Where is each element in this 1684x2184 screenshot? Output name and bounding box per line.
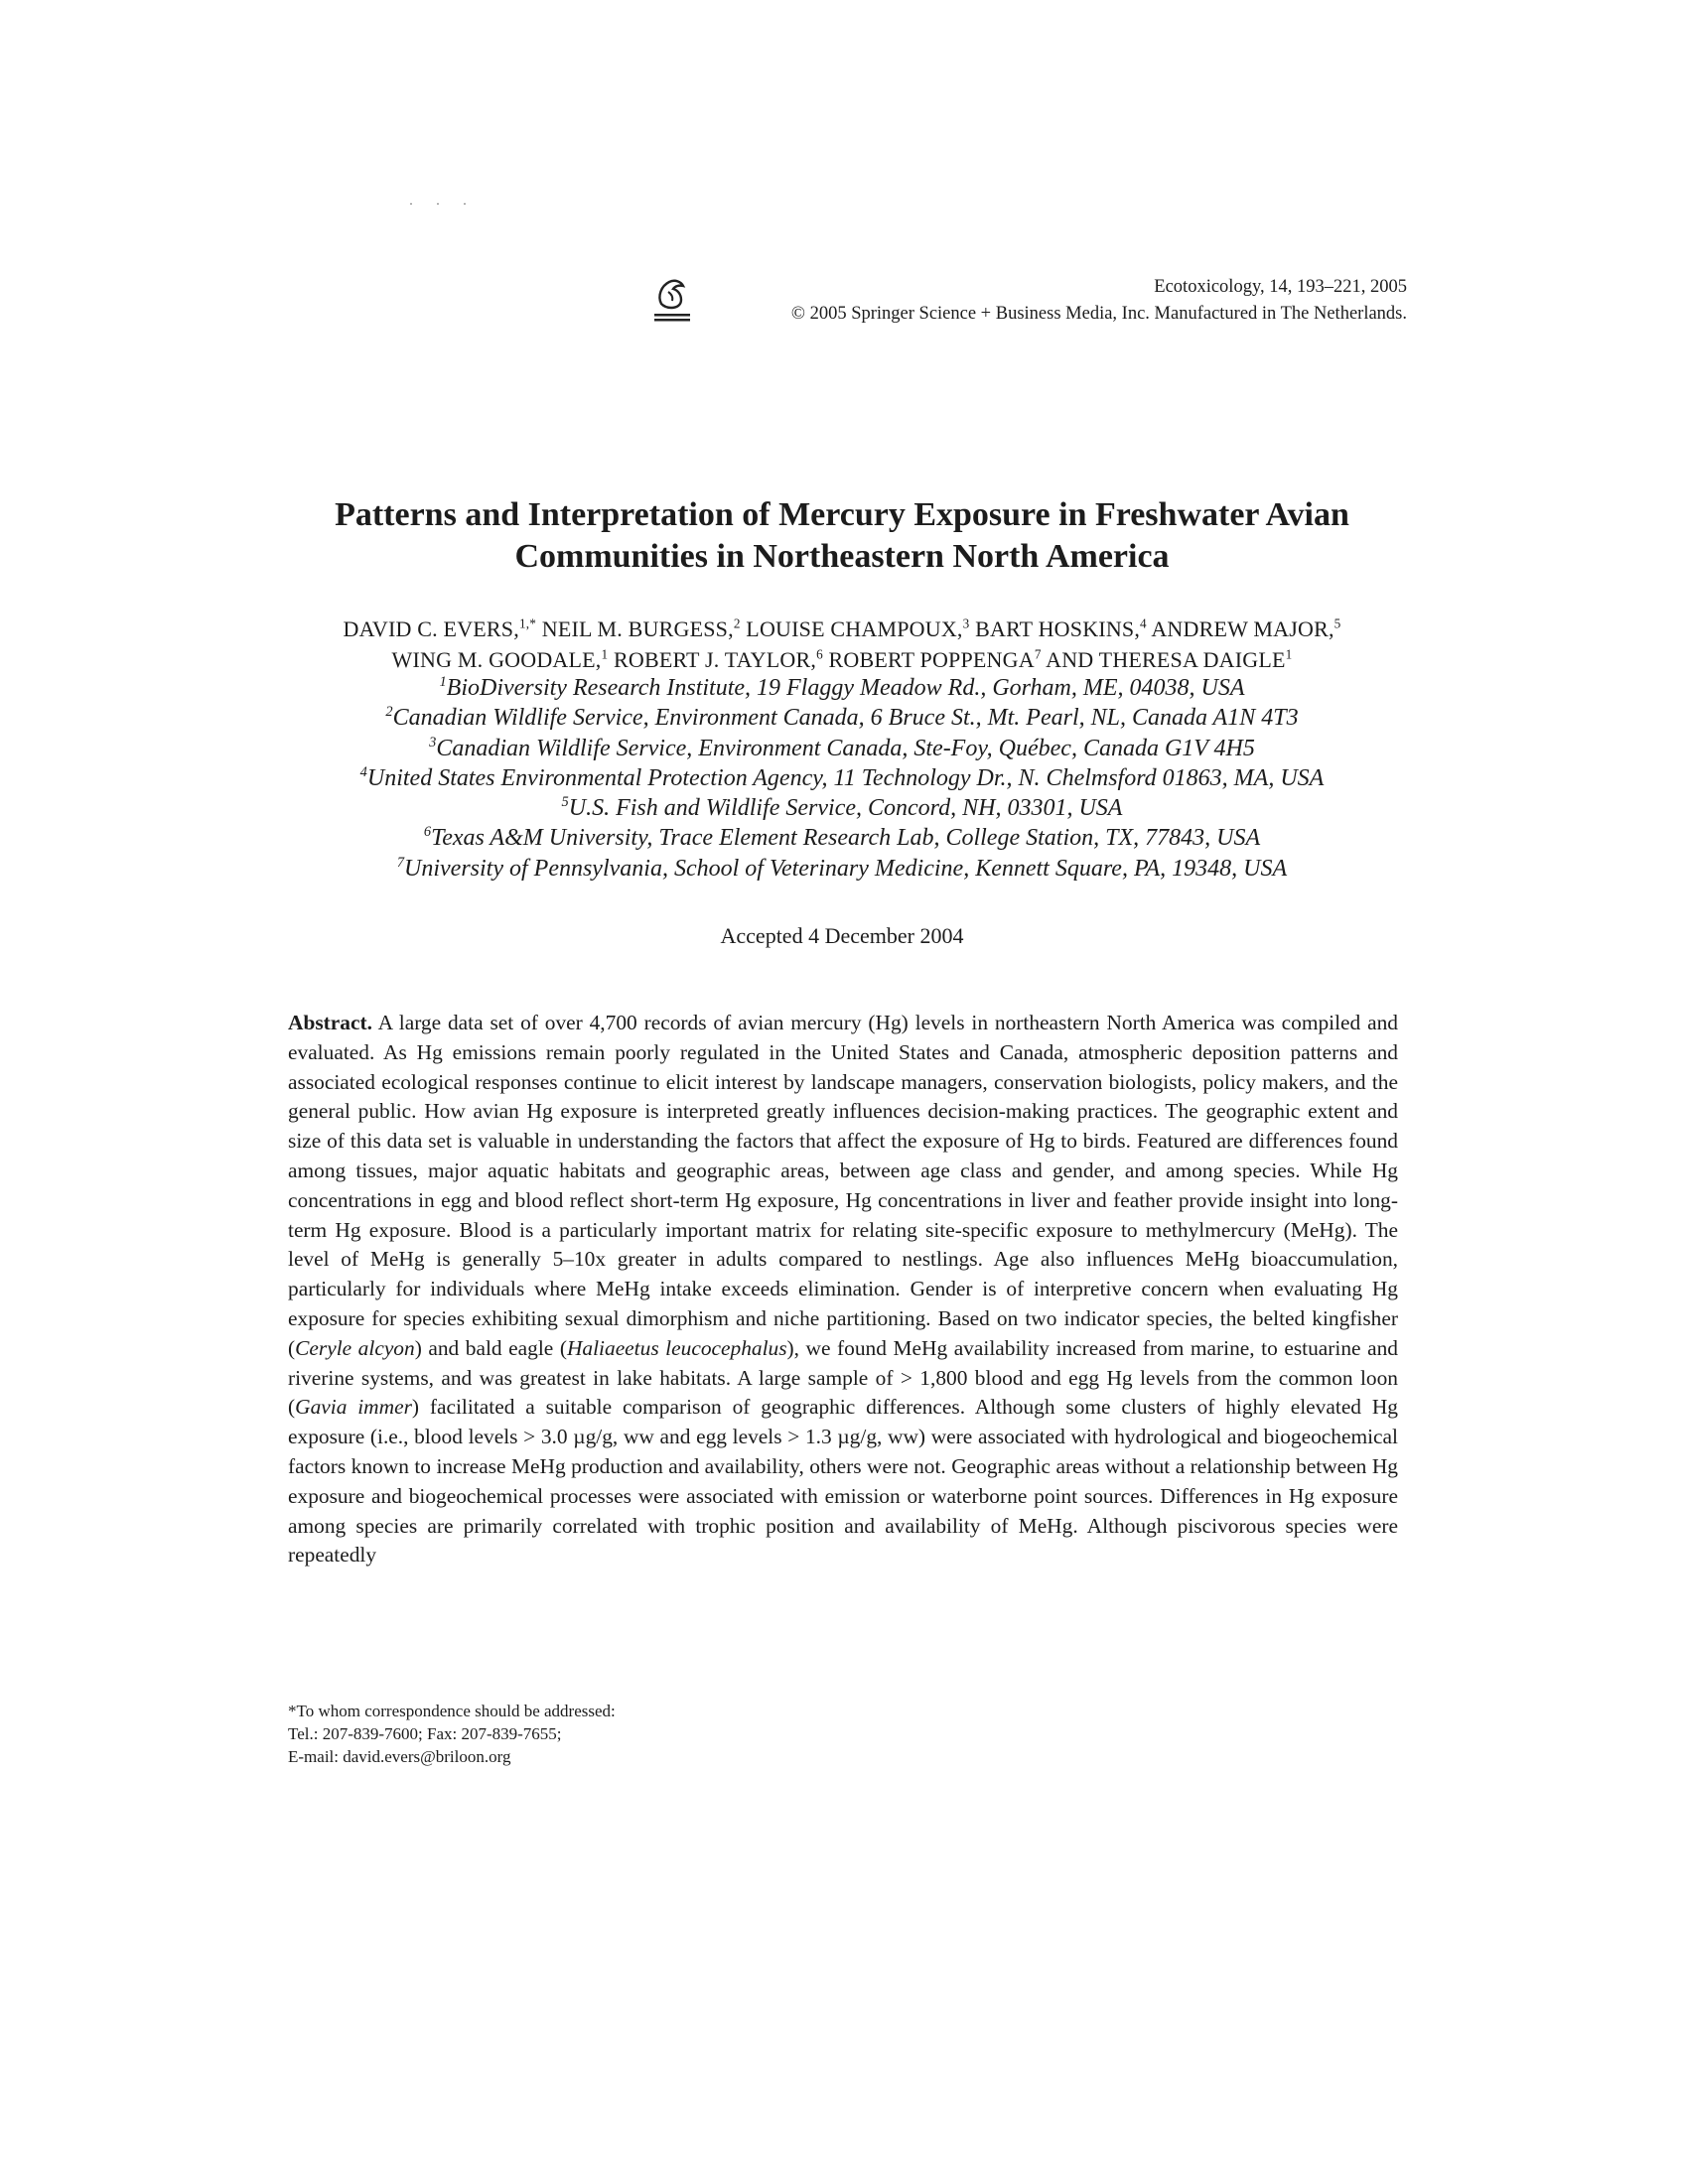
- author-affil-sup: 1: [601, 646, 609, 662]
- affiliation-sup: 5: [561, 794, 569, 811]
- springer-horse-logo-icon: [651, 274, 693, 324]
- scan-speckles: · · ·: [409, 197, 477, 210]
- affiliation-item: [0, 854, 1684, 884]
- title-line-2: Communities in Northeastern North America: [514, 538, 1170, 575]
- affiliation-text: United States Environmental Protection Agency, 11 Technology Dr., N. Chelmsford 01863, MA, USA: [366, 764, 1325, 791]
- affiliation-sup: 7: [396, 854, 405, 871]
- abstract-label: Abstract.: [288, 1011, 372, 1034]
- affiliation-item: [0, 703, 1684, 733]
- author-name: ANDREW MAJOR,: [1146, 616, 1334, 641]
- author-name: LOUISE CHAMPOUX,: [740, 616, 963, 641]
- footnote-email: E-mail: david.evers@briloon.org: [288, 1747, 511, 1766]
- author-name: ROBERT POPPENGA: [822, 647, 1035, 672]
- author-name: BART HOSKINS,: [969, 616, 1141, 641]
- author-name: ROBERT J. TAYLOR,: [608, 647, 817, 672]
- abstract-text: ) facilitated a suitable comparison of geographic differences. Although some clusters of highly elevated Hg exposure (i.e., blood levels > 3.0 µg/g, ww and egg levels > 1.3 µg/g, ww) were associated with hydrological and biogeochemical factors known to increase MeHg production and availability, others were not. Geographic areas without a relationship between Hg exposure and biogeochemical processes were associated with emission or waterborne point sources. Differences in Hg exposure among species are primarily correlated with trophic position and availability of MeHg. Although piscivorous species were repeatedly: [288, 1395, 1398, 1568]
- title-line-1: Patterns and Interpretation of Mercury Exposure in Freshwater Avian: [335, 496, 1349, 533]
- affiliation-text: U.S. Fish and Wildlife Service, Concord, NH, 03301, USA: [568, 795, 1123, 822]
- journal-citation: Ecotoxicology, 14, 193–221, 2005: [1154, 277, 1407, 297]
- author-affil-sup: 6: [816, 646, 823, 662]
- correspondence-footnote: [288, 1700, 616, 1768]
- affiliation-item: [0, 763, 1684, 793]
- author-affil-sup: 2: [733, 615, 741, 631]
- affiliation-item: [0, 734, 1684, 763]
- copyright-line: © 2005 Springer Science + Business Media, Inc. Manufactured in The Netherlands.: [790, 304, 1407, 324]
- affiliation-sup: 6: [423, 824, 432, 841]
- author-list: [0, 614, 1684, 675]
- affiliation-item: [0, 823, 1684, 853]
- affiliation-sup: 4: [359, 763, 367, 780]
- affiliation-text: Canadian Wildlife Service, Environment Canada, 6 Bruce St., Mt. Pearl, NL, Canada A1N 4T3: [392, 705, 1299, 732]
- abstract-text: ) and bald eagle (: [414, 1335, 567, 1360]
- footnote-line: *To whom correspondence should be addressed:: [288, 1702, 616, 1720]
- journal-header: [791, 274, 1407, 328]
- author-affil-sup: 5: [1333, 615, 1341, 631]
- abstract-text: A large data set of over 4,700 records of avian mercury (Hg) levels in northeastern North America was compiled and evaluated. As Hg emissions remain poorly regulated in the United States and Canada, atmospheric deposition patterns and associated ecological responses continue to elicit interest by landscape managers, conservation biologists, policy makers, and the general public. How avian Hg exposure is interpreted greatly influences decision-making practices. The geographic extent and size of this data set is valuable in understanding the factors that affect the exposure of Hg to birds. Featured are differences found among tissues, major aquatic habitats and geographic areas, between age class and gender, and among species. While Hg concentrations in egg and blood reflect short-term Hg exposure, Hg concentrations in liver and feather provide insight into long-term Hg exposure. Blood is a particularly important matrix for relating site-specific exposure to methylmercury (MeHg). The level of MeHg is generally 5–10x greater in adults compared to nestlings. Age also influences MeHg bioaccumulation, particularly for individuals where MeHg intake exceeds elimination. Gender is of interpretive concern when evaluating Hg exposure for species exhibiting sexual dimorphism and niche partitioning. Based on two indicator species, the belted kingfisher (: [288, 1011, 1398, 1360]
- affiliation-item: [0, 673, 1684, 703]
- affiliation-sup: 1: [439, 674, 447, 690]
- affiliation-sup: 2: [385, 704, 393, 721]
- species-name: Haliaeetus leucocephalus: [566, 1335, 787, 1360]
- affiliation-list: [0, 673, 1684, 884]
- affiliation-item: [0, 793, 1684, 823]
- affiliation-text: University of Pennsylvania, School of Veterinary Medicine, Kennett Square, PA, 19348, USA: [404, 855, 1288, 882]
- author-name: NEIL M. BURGESS,: [536, 616, 734, 641]
- author-line-1: [0, 614, 1684, 644]
- author-name: DAVID C. EVERS,: [343, 616, 519, 641]
- author-name: WING M. GOODALE,: [391, 647, 602, 672]
- abstract-paragraph: [288, 1009, 1398, 1570]
- affiliation-text: Texas A&M University, Trace Element Research Lab, College Station, TX, 77843, USA: [431, 825, 1261, 852]
- affiliation-text: BioDiversity Research Institute, 19 Flaggy Meadow Rd., Gorham, ME, 04038, USA: [446, 675, 1245, 701]
- species-name: Ceryle alcyon: [295, 1335, 415, 1360]
- footnote-line: Tel.: 207-839-7600; Fax: 207-839-7655;: [288, 1724, 562, 1743]
- author-affil-sup: 1: [1285, 646, 1293, 662]
- author-line-2: [0, 644, 1684, 675]
- author-name: AND THERESA DAIGLE: [1041, 647, 1286, 672]
- affiliation-sup: 3: [429, 734, 437, 751]
- affiliation-text: Canadian Wildlife Service, Environment Canada, Ste-Foy, Québec, Canada G1V 4H5: [436, 735, 1255, 761]
- author-affil-sup: 7: [1034, 646, 1042, 662]
- author-affil-sup: 1,*: [518, 615, 537, 631]
- abstract-text: ), we found MeHg availability increased from marine, to estuarine and riverine systems, and was greatest in lake habitats. A large sample of > 1,800 blood and egg Hg levels from the common loon (: [288, 1335, 1398, 1420]
- species-name: Gavia immer: [295, 1395, 412, 1420]
- accepted-date: Accepted 4 December 2004: [720, 923, 964, 948]
- paper-title: [0, 494, 1684, 578]
- author-affil-sup: 3: [962, 615, 970, 631]
- author-affil-sup: 4: [1140, 615, 1147, 631]
